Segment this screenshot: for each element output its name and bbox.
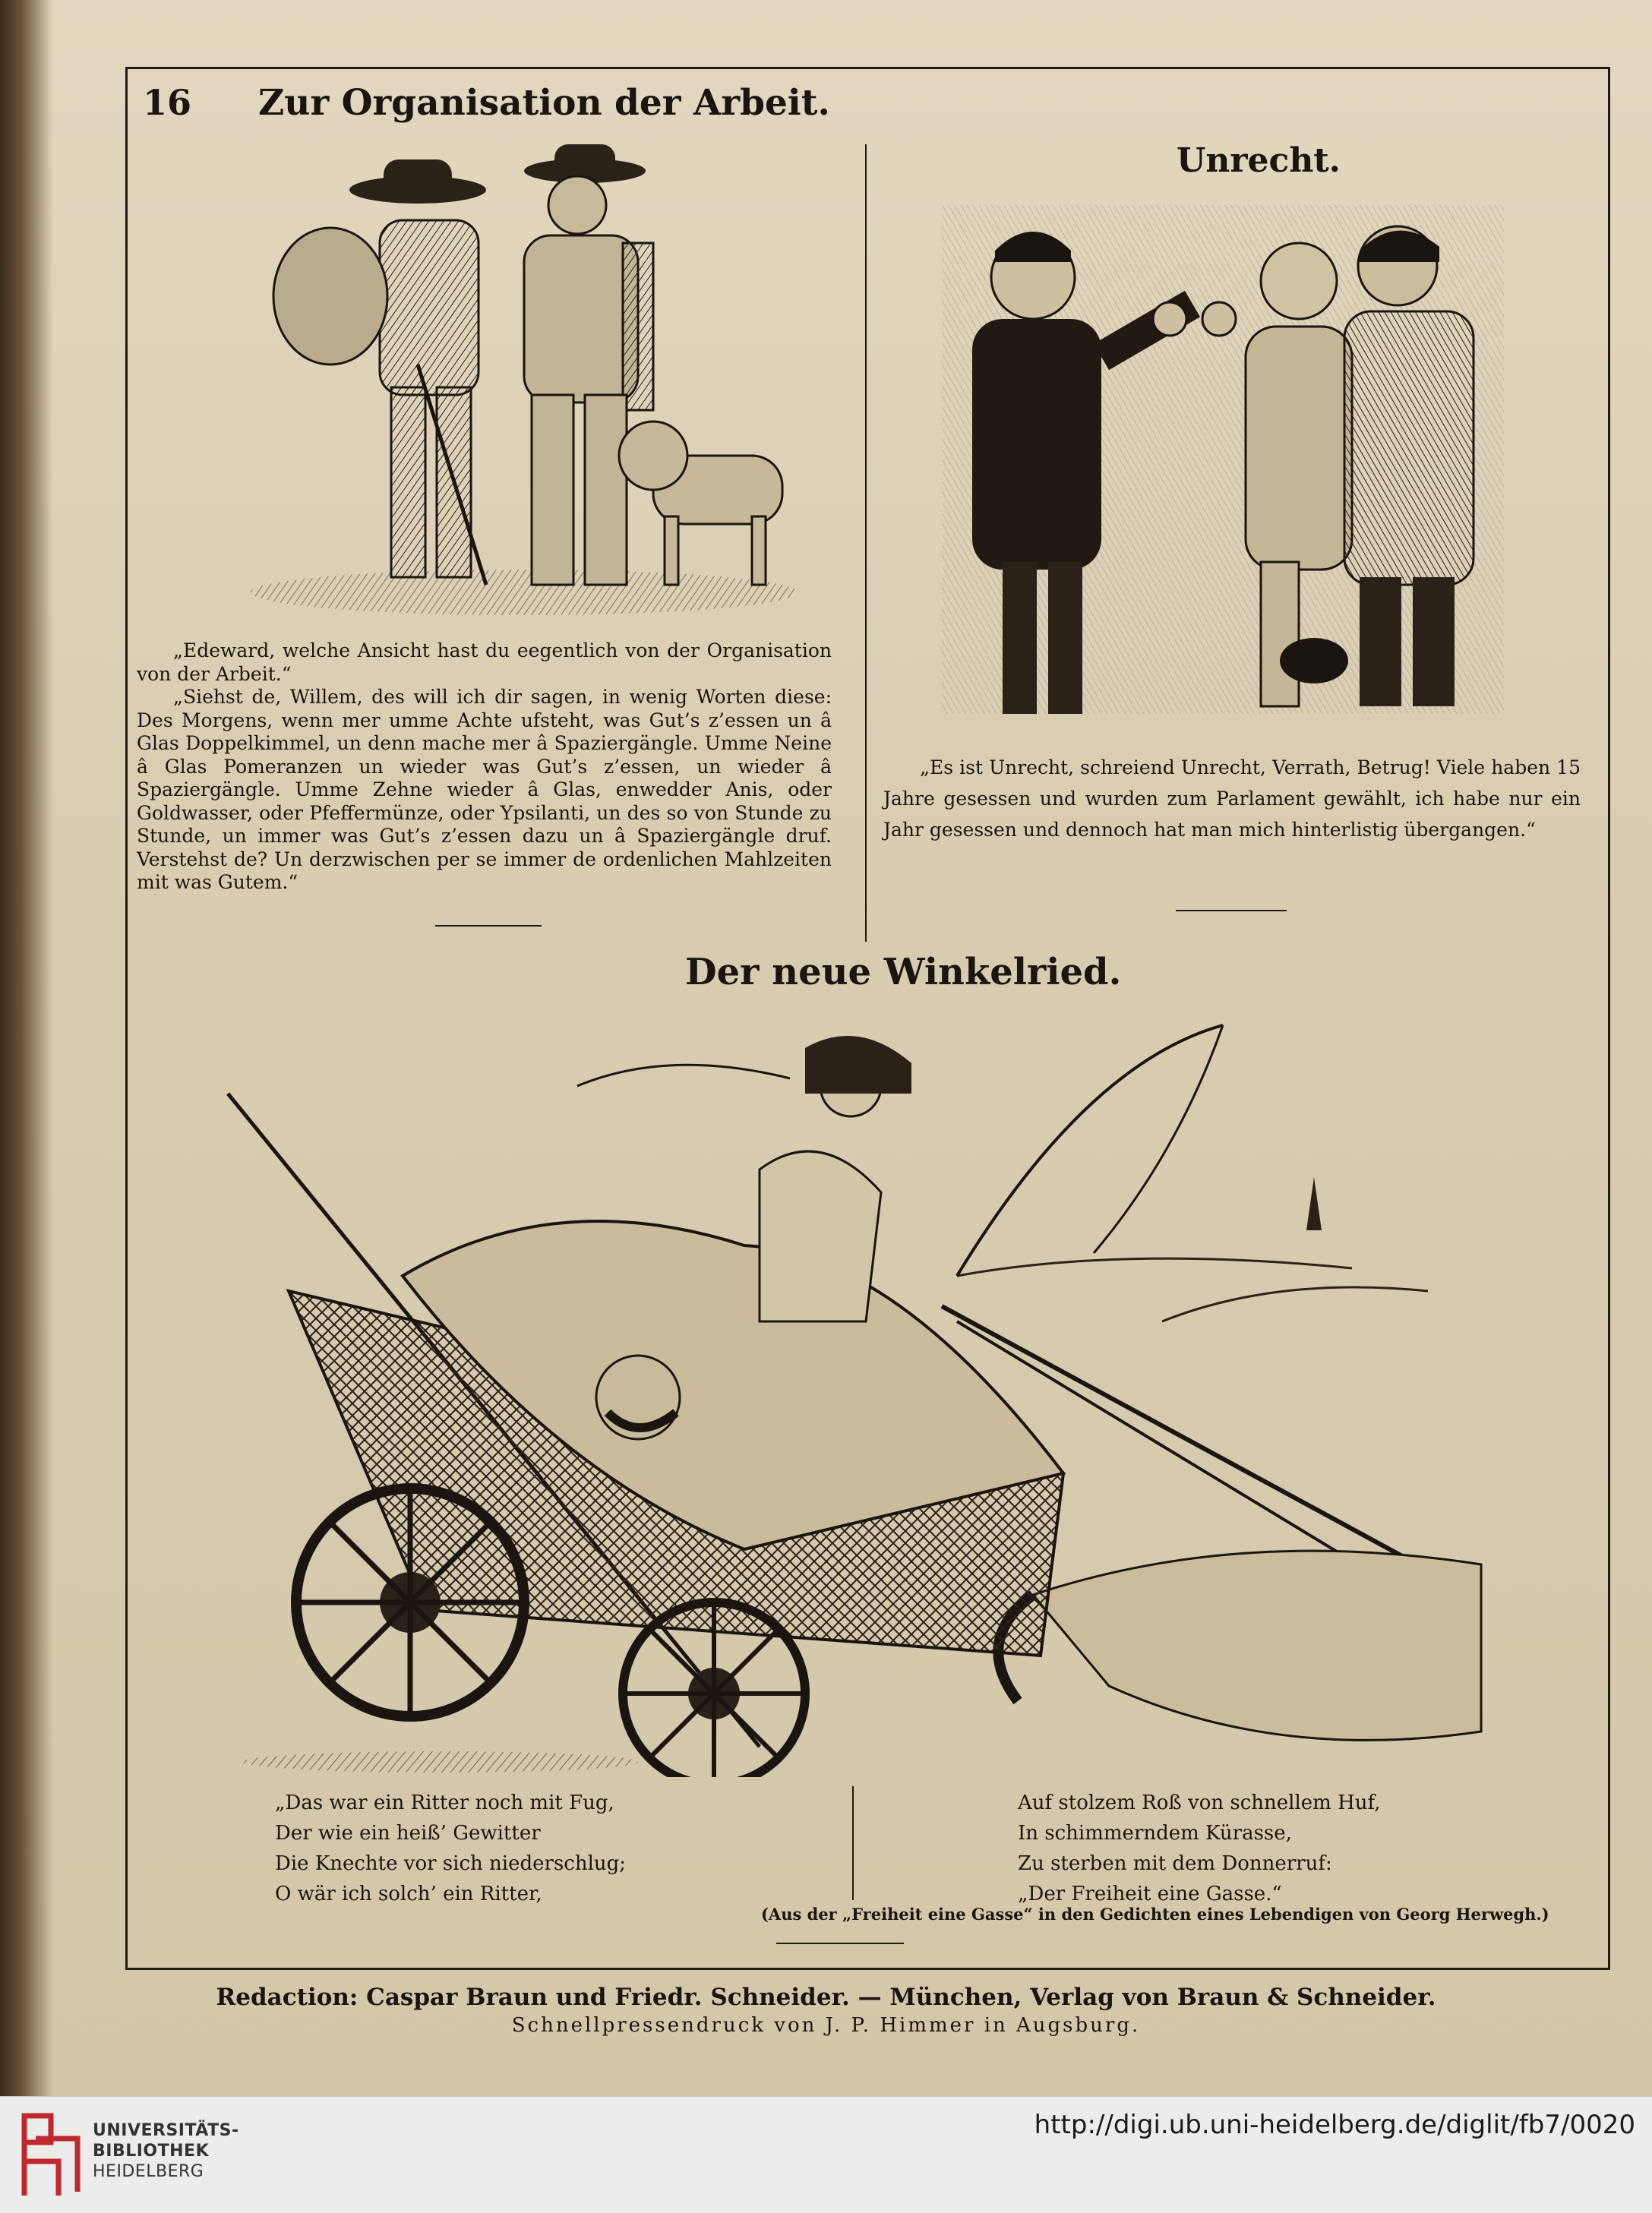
separator-rule	[435, 925, 542, 927]
imprint-printer: Schnellpressendruck von J. P. Himmer in Augsburg.	[511, 2014, 1141, 2037]
verse-line: In schimmerndem Kürasse,	[1018, 1822, 1292, 1845]
verse-left	[275, 1788, 626, 1909]
document-url[interactable]: http://digi.ub.uni-heidelberg.de/diglit/fb7/0020	[1034, 2110, 1635, 2140]
library-logo-icon[interactable]	[17, 2108, 85, 2199]
verse-right	[1018, 1788, 1380, 1909]
verse-line: „Der Freiheit eine Gasse.“	[1018, 1883, 1282, 1905]
library-name-line: HEIDELBERG	[93, 2162, 204, 2181]
article-text-unrecht	[883, 752, 1581, 845]
verse-line: Auf stolzem Roß von schnellem Huf,	[1018, 1792, 1381, 1814]
column-divider-verse	[852, 1786, 854, 1900]
verse-line: Der wie ein heiß’ Gewitter	[275, 1822, 541, 1845]
separator-rule	[776, 1943, 904, 1944]
illustration-unrecht	[942, 205, 1504, 714]
library-name-line: BIBLIOTHEK	[93, 2142, 210, 2161]
article-text-organisation	[137, 639, 832, 895]
paragraph: „Es ist Unrecht, schreiend Unrecht, Verrath, Betrug! Viele haben 15 Jahre gesessen und wurden zum Parlament gewählt, ich habe nur ein Jahr gesessen und dennoch hat man mich hinterlistig übergangen.“	[883, 756, 1581, 841]
illustration-organisation	[228, 137, 820, 623]
illustration-winkelried	[213, 1002, 1489, 1777]
imprint-redaction: Redaction: Caspar Braun und Friedr. Schneider. — München, Verlag von Braun & Schneider.	[216, 1984, 1436, 2011]
page-gutter-shadow	[0, 0, 53, 2096]
paragraph: „Siehst de, Willem, des will ich dir sagen, in wenig Worten diese: Des Morgens, wenn mer umme Achte ufsteht, was Gut’s z’essen un â Glas Doppelkimmel, un denn mache mer â Spaziergängle. Umme Neine â Glas Pomeranzen un wieder was Gut’s z’essen, un wieder â Spaziergängle. Umme Zehne wieder â Glas, enwedder Anis, oder Goldwasser, oder Pfeffermünze, oder Ypsilanti, un des so von Stunde zu Stunde, un immer was Gut’s z’essen dazu un â Spaziergängle druf. Verstehst de? Un derzwischen per se immer de ordenlichen Mahlzeiten mit was Gutem.“	[137, 686, 832, 893]
library-name-line: UNIVERSITÄTS-	[93, 2121, 239, 2140]
article-title-organisation: Zur Organisation der Arbeit.	[258, 82, 830, 124]
column-divider-top	[865, 144, 867, 942]
verse-line: „Das war ein Ritter noch mit Fug,	[275, 1792, 614, 1814]
verse-line: Zu sterben mit dem Donnerruf:	[1018, 1852, 1332, 1875]
source-note: (Aus der „Freiheit eine Gasse“ in den Gedichten eines Lebendigen von Georg Herwegh.)	[761, 1905, 1549, 1924]
verse-line: Die Knechte vor sich niederschlug;	[275, 1852, 627, 1875]
article-title-winkelried: Der neue Winkelried.	[685, 951, 1122, 993]
verse-line: O wär ich solch’ ein Ritter,	[275, 1883, 542, 1905]
separator-rule	[1176, 910, 1287, 911]
page-number: 16	[143, 82, 192, 123]
article-title-unrecht: Unrecht.	[1177, 141, 1341, 180]
paragraph: „Edeward, welche Ansicht hast du eegentlich von der Organisation von der Arbeit.“	[137, 639, 832, 685]
